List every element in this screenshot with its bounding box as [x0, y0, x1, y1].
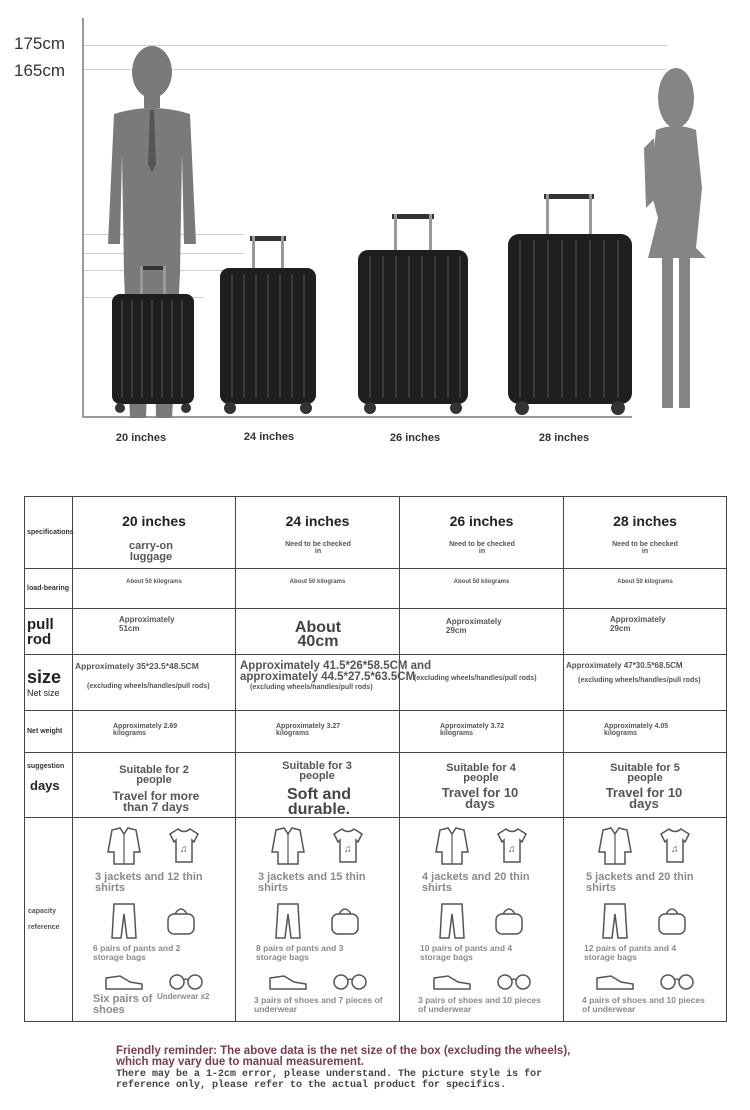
- capacity-top: 3 jackets and 15 thin shirts: [258, 871, 366, 894]
- row-header-pull-rod: pull rod: [25, 609, 73, 655]
- table-cell: [400, 818, 564, 1022]
- jacket-icon: [270, 826, 306, 866]
- pull-rod-value: Approximately 29cm: [610, 615, 666, 633]
- icon-row: [73, 970, 235, 992]
- icon-row: [73, 826, 235, 866]
- suitcase-label: 28 inches: [538, 432, 590, 444]
- table-cell: [564, 655, 727, 711]
- storage-bag-icon: [654, 902, 690, 938]
- table-cell: [73, 818, 236, 1022]
- net-size-label: Net size: [27, 688, 60, 698]
- icon-row: [400, 826, 563, 866]
- sunglasses-icon: [659, 970, 695, 992]
- icon-row: [564, 826, 726, 866]
- table-cell: [400, 609, 564, 655]
- capacity-top: 5 jackets and 20 thin shirts: [586, 871, 694, 894]
- sunglasses-icon: [496, 970, 532, 992]
- pull-rod-value: Approximately 29cm: [446, 617, 502, 635]
- pants-icon: [437, 902, 467, 940]
- capacity-mid: 6 pairs of pants and 2 storage bags: [93, 943, 181, 962]
- travel-value: Travel for more than 7 days: [112, 789, 200, 814]
- storage-bag-icon: [327, 902, 363, 938]
- height-label-165: 165cm: [14, 61, 66, 80]
- icon-row: [564, 902, 726, 940]
- shirt-icon: [657, 826, 693, 866]
- table-row: [25, 711, 727, 753]
- height-label-175: 175cm: [14, 34, 66, 53]
- weight-value: Approximately 3.72 kilograms: [440, 723, 505, 737]
- capacity-cell: [564, 826, 726, 1014]
- load-value: About 50 kilograms: [289, 579, 346, 585]
- capacity-bottom: 3 pairs of shoes and 7 pieces of underwear: [254, 995, 383, 1014]
- load-value: About 50 kilograms: [126, 579, 182, 585]
- table-cell: [400, 711, 564, 753]
- pants-icon: [109, 902, 139, 940]
- shirt-icon: [166, 826, 202, 866]
- column-title: 20 inches: [122, 513, 186, 529]
- suit-value: Suitable for 5 people: [610, 762, 680, 784]
- table-cell: [236, 753, 400, 818]
- jacket-icon: [106, 826, 142, 866]
- table-row: [25, 753, 727, 818]
- table-row: [25, 497, 727, 569]
- reminder-heading: Friendly reminder: The above data is the net size of the box (excluding the wheels), which may vary due to manual measurement.: [116, 1045, 571, 1068]
- table-cell: [73, 711, 236, 753]
- svg-text:♫: ♫: [671, 844, 679, 855]
- capacity-top: 3 jackets and 12 thin shirts: [95, 871, 203, 894]
- sunglasses-icon: [332, 970, 368, 992]
- table-cell: [73, 609, 236, 655]
- table-cell: [73, 753, 236, 818]
- size-value: Approximately 41.5*26*58.5CM and approximately 44.5*27.5*63.5CM: [240, 660, 432, 683]
- table-cell: [400, 497, 564, 569]
- suitcase-24-image: [216, 234, 320, 416]
- jacket-icon: [434, 826, 470, 866]
- table-cell: [73, 569, 236, 609]
- svg-text:♫: ♫: [180, 844, 188, 855]
- capacity-mid: 8 pairs of pants and 3 storage bags: [256, 943, 344, 962]
- table-cell: [564, 569, 727, 609]
- capacity-cell: [73, 826, 235, 1018]
- pants-icon: [600, 902, 630, 940]
- load-value: About 50 kilograms: [453, 579, 510, 585]
- row-header-suggestion: [25, 753, 73, 818]
- size-note: (excluding wheels/handles/pull rods): [414, 675, 537, 682]
- height-axis: [82, 18, 84, 418]
- row-header-capacity-reference: [25, 818, 73, 1022]
- capacity-top: 4 jackets and 20 thin shirts: [422, 871, 530, 894]
- size-label: size: [27, 667, 62, 687]
- load-value: About 50 kilograms: [617, 579, 673, 585]
- shoe-icon: [432, 970, 472, 992]
- icon-row: [236, 902, 399, 940]
- table-row: [25, 569, 727, 609]
- shoe-icon: [595, 970, 635, 992]
- table-cell: [236, 569, 400, 609]
- capacity-bottom: 4 pairs of shoes and 10 pieces of underwear: [582, 995, 705, 1014]
- suitcase-label: 20 inches: [115, 432, 167, 444]
- suitcase-28-image: [504, 192, 636, 416]
- row-header-size: [25, 655, 73, 711]
- table-cell: [236, 497, 400, 569]
- storage-bag-icon: [491, 902, 527, 938]
- table-cell: [564, 609, 727, 655]
- weight-value: Approximately 4.05 kilograms: [604, 723, 669, 737]
- table-row: [25, 609, 727, 655]
- row-header-load-bearing: load-bearing: [25, 569, 73, 609]
- suggestion-label: suggestion: [27, 763, 65, 770]
- capacity-cell: [236, 826, 399, 1014]
- travel-value: Travel for 10 days: [605, 785, 683, 811]
- table-cell: [73, 655, 236, 711]
- size-note: (excluding wheels/handles/pull rods): [250, 684, 373, 691]
- storage-bag-icon: [163, 902, 199, 938]
- table-cell: [73, 497, 236, 569]
- svg-text:♫: ♫: [507, 844, 515, 855]
- icon-row: [236, 970, 399, 992]
- icon-row: [400, 902, 563, 940]
- table-cell: [400, 569, 564, 609]
- spec-note: Need to be checked in: [449, 541, 515, 555]
- icon-row: [564, 970, 726, 992]
- pull-rod-value: About 40cm: [294, 619, 342, 650]
- suit-value: Suitable for 2 people: [119, 764, 189, 786]
- suitcase-26-image: [354, 212, 472, 416]
- table-cell: [400, 753, 564, 818]
- friendly-reminder: [116, 1046, 646, 1091]
- capacity-bottom-wrap: [73, 992, 235, 1018]
- icon-row: [73, 902, 235, 940]
- row-header-net-weight: Net weight: [25, 711, 73, 753]
- days-label: days: [30, 778, 60, 793]
- jacket-icon: [597, 826, 633, 866]
- table-cell: [236, 609, 400, 655]
- column-title: 28 inches: [613, 513, 677, 529]
- table-row: [25, 818, 727, 1022]
- shirt-icon: [330, 826, 366, 866]
- shirt-icon: [494, 826, 530, 866]
- table-cell: [236, 818, 400, 1022]
- suitcase-label: 24 inches: [243, 431, 295, 443]
- table-row: [25, 655, 727, 711]
- size-value: Approximately 47*30.5*68.5CM: [566, 661, 683, 670]
- capacity-mid: 12 pairs of pants and 4 storage bags: [584, 943, 677, 962]
- sunglasses-icon: [168, 970, 204, 992]
- suit-value: Suitable for 3 people: [282, 760, 352, 782]
- spec-note: Need to be checked in: [285, 541, 351, 555]
- specification-table: [24, 496, 727, 1022]
- pull-rod-value: Approximately 51cm: [119, 615, 175, 633]
- capacity-bottom: Six pairs of shoes: [93, 993, 153, 1016]
- column-title: 26 inches: [449, 513, 514, 529]
- shoe-icon: [268, 970, 308, 992]
- spec-note: carry-on luggage: [128, 540, 174, 563]
- table-cell: [236, 655, 432, 711]
- table-cell: [564, 711, 727, 753]
- row-header-specifications: specifications: [25, 497, 73, 569]
- table-cell: [236, 711, 400, 753]
- icon-row: [400, 970, 563, 992]
- column-title: 24 inches: [285, 513, 350, 529]
- capacity-cell: [400, 826, 563, 1014]
- icon-row: [236, 826, 399, 866]
- reminder-body: There may be a 1-2cm error, please understand. The picture style is for reference only, please refer to the actual product for specifics.: [116, 1069, 543, 1091]
- capacity-label: capacity reference: [28, 907, 60, 931]
- spec-note: Need to be checked in: [612, 541, 678, 555]
- suit-value: Suitable for 4 people: [446, 762, 516, 784]
- table-cell: [564, 497, 727, 569]
- size-value: Approximately 35*23.5*48.5CM: [75, 661, 199, 671]
- capacity-bottom: 3 pairs of shoes and 10 pieces of underwear: [418, 995, 541, 1014]
- travel-value: Soft and durable.: [287, 786, 351, 818]
- travel-value: Travel for 10 days: [441, 785, 519, 811]
- svg-text:♫: ♫: [343, 844, 351, 855]
- pants-icon: [273, 902, 303, 940]
- table-cell: [564, 818, 727, 1022]
- weight-value: Approximately 3.27 kilograms: [276, 723, 341, 737]
- size-note: (excluding wheels/handles/pull rods): [578, 677, 701, 684]
- shoe-icon: [104, 970, 144, 992]
- suitcase-20-image: [108, 264, 198, 416]
- capacity-bottom-extra: Underwear x2: [157, 992, 210, 1001]
- woman-silhouette-icon: [636, 68, 716, 418]
- table-cell: [564, 753, 727, 818]
- capacity-mid: 10 pairs of pants and 4 storage bags: [420, 943, 513, 962]
- suitcase-label: 26 inches: [389, 432, 441, 444]
- weight-value: Approximately 2.69 kilograms: [113, 723, 178, 737]
- size-note: (excluding wheels/handles/pull rods): [87, 683, 210, 690]
